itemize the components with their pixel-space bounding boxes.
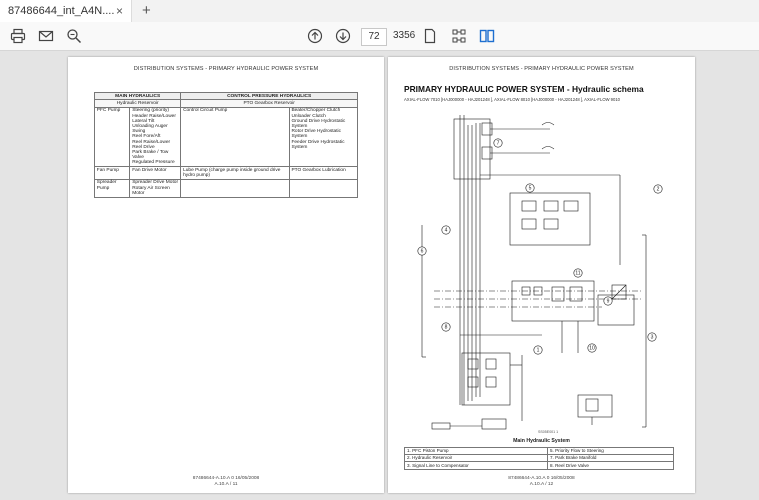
zoom-icon[interactable] [64, 26, 84, 46]
svg-text:9: 9 [606, 298, 610, 305]
table-cell [289, 167, 357, 180]
svg-text:5: 5 [528, 185, 532, 192]
page-down-icon[interactable] [333, 26, 353, 46]
pdf-page-right [388, 57, 695, 493]
table-cell-line: Reel Drive [132, 144, 155, 150]
page-footer [68, 476, 384, 488]
page-number-input[interactable]: 72 [361, 28, 387, 46]
table-cell: PFC Pump [95, 107, 130, 166]
callout-7 [494, 139, 502, 147]
table-cell: Fan Pump [95, 167, 130, 180]
hydraulic-schematic [402, 105, 682, 430]
tab-title: 87486644_int_A4N.... [8, 5, 115, 17]
page-title: PRIMARY HYDRAULIC POWER SYSTEM - Hydraulic schema [404, 84, 644, 94]
hydraulics-table [94, 92, 358, 198]
browser-tab[interactable] [0, 0, 132, 22]
legend-row [405, 462, 674, 469]
svg-text:6: 6 [420, 248, 424, 255]
legend-cell: 1. PFC Piston Pump [405, 448, 548, 455]
callout-2 [654, 185, 662, 193]
pdf-page-left [68, 57, 384, 493]
svg-text:3: 3 [650, 334, 654, 341]
svg-text:7: 7 [496, 140, 500, 147]
table-cell-line: Fan Drive Motor [132, 167, 167, 173]
callout-8 [442, 323, 450, 331]
table-cell [130, 107, 181, 166]
callout-6 [418, 247, 426, 255]
table-cell [130, 167, 181, 180]
running-head: DISTRIBUTION SYSTEMS - PRIMARY HYDRAULIC POWER SYSTEM [449, 66, 634, 72]
footer-doc-code: 87486644-A.10.A 0 16/05/2008 [192, 476, 260, 481]
table-cell: Control Circuit Pump [181, 107, 289, 166]
table-row [95, 107, 358, 166]
callout-9 [604, 297, 612, 305]
table-cell-line: Ground Drive Hydrostatic System [291, 118, 346, 129]
table-cell [181, 179, 289, 197]
table-cell-line: Header Raise/Lower [132, 113, 176, 119]
page-footer [388, 476, 695, 488]
page-up-icon[interactable] [305, 26, 325, 46]
svg-text:10: 10 [589, 345, 595, 352]
svg-text:8: 8 [444, 324, 448, 331]
table-cell-line: Spreader Drive Motor [132, 180, 179, 186]
single-page-icon[interactable] [420, 26, 440, 46]
table-cell-line: Unloading Auger Swing [132, 123, 168, 135]
thumbnails-icon[interactable] [449, 26, 469, 46]
running-head: DISTRIBUTION SYSTEMS - PRIMARY HYDRAULIC POWER SYSTEM [133, 66, 319, 72]
table-cell-line: Lateral Tilt [132, 118, 155, 124]
footer-page-number: A.10.A / 12 [529, 482, 554, 487]
svg-text:2: 2 [656, 186, 660, 193]
new-tab-icon[interactable]: + [142, 2, 151, 19]
callout-10 [588, 344, 596, 352]
callout-11 [574, 269, 582, 277]
table-cell-line: Feeder Drive Hydrostatic System [291, 139, 345, 150]
table-cell-line: Beater/Chopper Clutch [291, 108, 341, 114]
close-tab-icon[interactable]: × [115, 4, 123, 18]
legend-cell: 2. Hydraulic Reservoir [405, 455, 548, 462]
table-cell-line: Rotor Drive Hydrostatic System [291, 129, 342, 140]
table-cell-line: Unloader Clutch [291, 113, 326, 119]
table-cell [289, 179, 357, 197]
legend-cell: 5. Priority Flow to Steering [547, 448, 673, 455]
schematic-legend [404, 447, 674, 470]
table-cell: Lube Pump (charge pump inside ground drive hydro pump) [181, 167, 289, 180]
table-cell [289, 107, 357, 166]
table-row [95, 179, 358, 197]
table-cell-line: Reel Fore/Aft [132, 134, 161, 140]
table-cell-line: Reel Raise/Lower [132, 139, 171, 145]
figure-caption: Main Hydraulic System [513, 438, 570, 444]
figure-code: SS05E001 1 [538, 430, 559, 434]
email-icon[interactable] [36, 26, 56, 46]
legend-cell: 3. Signal Line to Compensator [405, 462, 548, 469]
print-icon[interactable] [8, 26, 28, 46]
table-subheader-control: PTO Gearbox Reservoir [181, 100, 358, 107]
pdf-toolbar [0, 22, 759, 51]
table-header-control: CONTROL PRESSURE HYDRAULICS [181, 93, 358, 100]
legend-row [405, 448, 674, 455]
table-subheader-main: Hydraulic Reservoir [95, 100, 181, 107]
footer-doc-code: 87486644-A.10.A 0 16/05/2008 [508, 476, 575, 481]
table-cell [130, 179, 181, 197]
svg-text:1: 1 [536, 347, 540, 354]
table-cell-line: Regulated Pressure [132, 160, 175, 166]
legend-cell: 8. Reel Drive Valve [547, 462, 673, 469]
page-total: 3356 [393, 30, 416, 41]
table-cell: Spreader Pump [95, 179, 130, 197]
table-row [95, 167, 358, 180]
two-page-icon[interactable] [477, 26, 497, 46]
document-viewer[interactable] [0, 51, 759, 500]
table-cell-line: Steering (priority) [132, 108, 170, 114]
page-subtitle: AXIAL-FLOW 7010 [HAJ000000 - HAJ201248 ], AXIAL-FLOW 8010 [HAJ000000 - HAJ201248 ], AXIAL-FLOW 9010 [404, 97, 621, 102]
callout-1 [534, 346, 542, 354]
browser-tab-bar [0, 0, 759, 23]
callout-4 [442, 226, 450, 234]
svg-text:4: 4 [444, 227, 448, 234]
footer-page-number: A.10.A / 11 [214, 482, 238, 487]
legend-cell: 7. Park Brake Manifold [547, 455, 673, 462]
callout-3 [648, 333, 656, 341]
table-header-main: MAIN HYDRAULICS [95, 93, 181, 100]
legend-row [405, 455, 674, 462]
table-cell-line: Rotary Air Screen Motor [132, 185, 170, 196]
table-cell-line: PTO Gearbox Lubrication [291, 167, 346, 173]
callout-5 [526, 184, 534, 192]
table-cell-line: Park Brake / Tow Valve [132, 150, 169, 161]
svg-text:11: 11 [575, 270, 581, 277]
